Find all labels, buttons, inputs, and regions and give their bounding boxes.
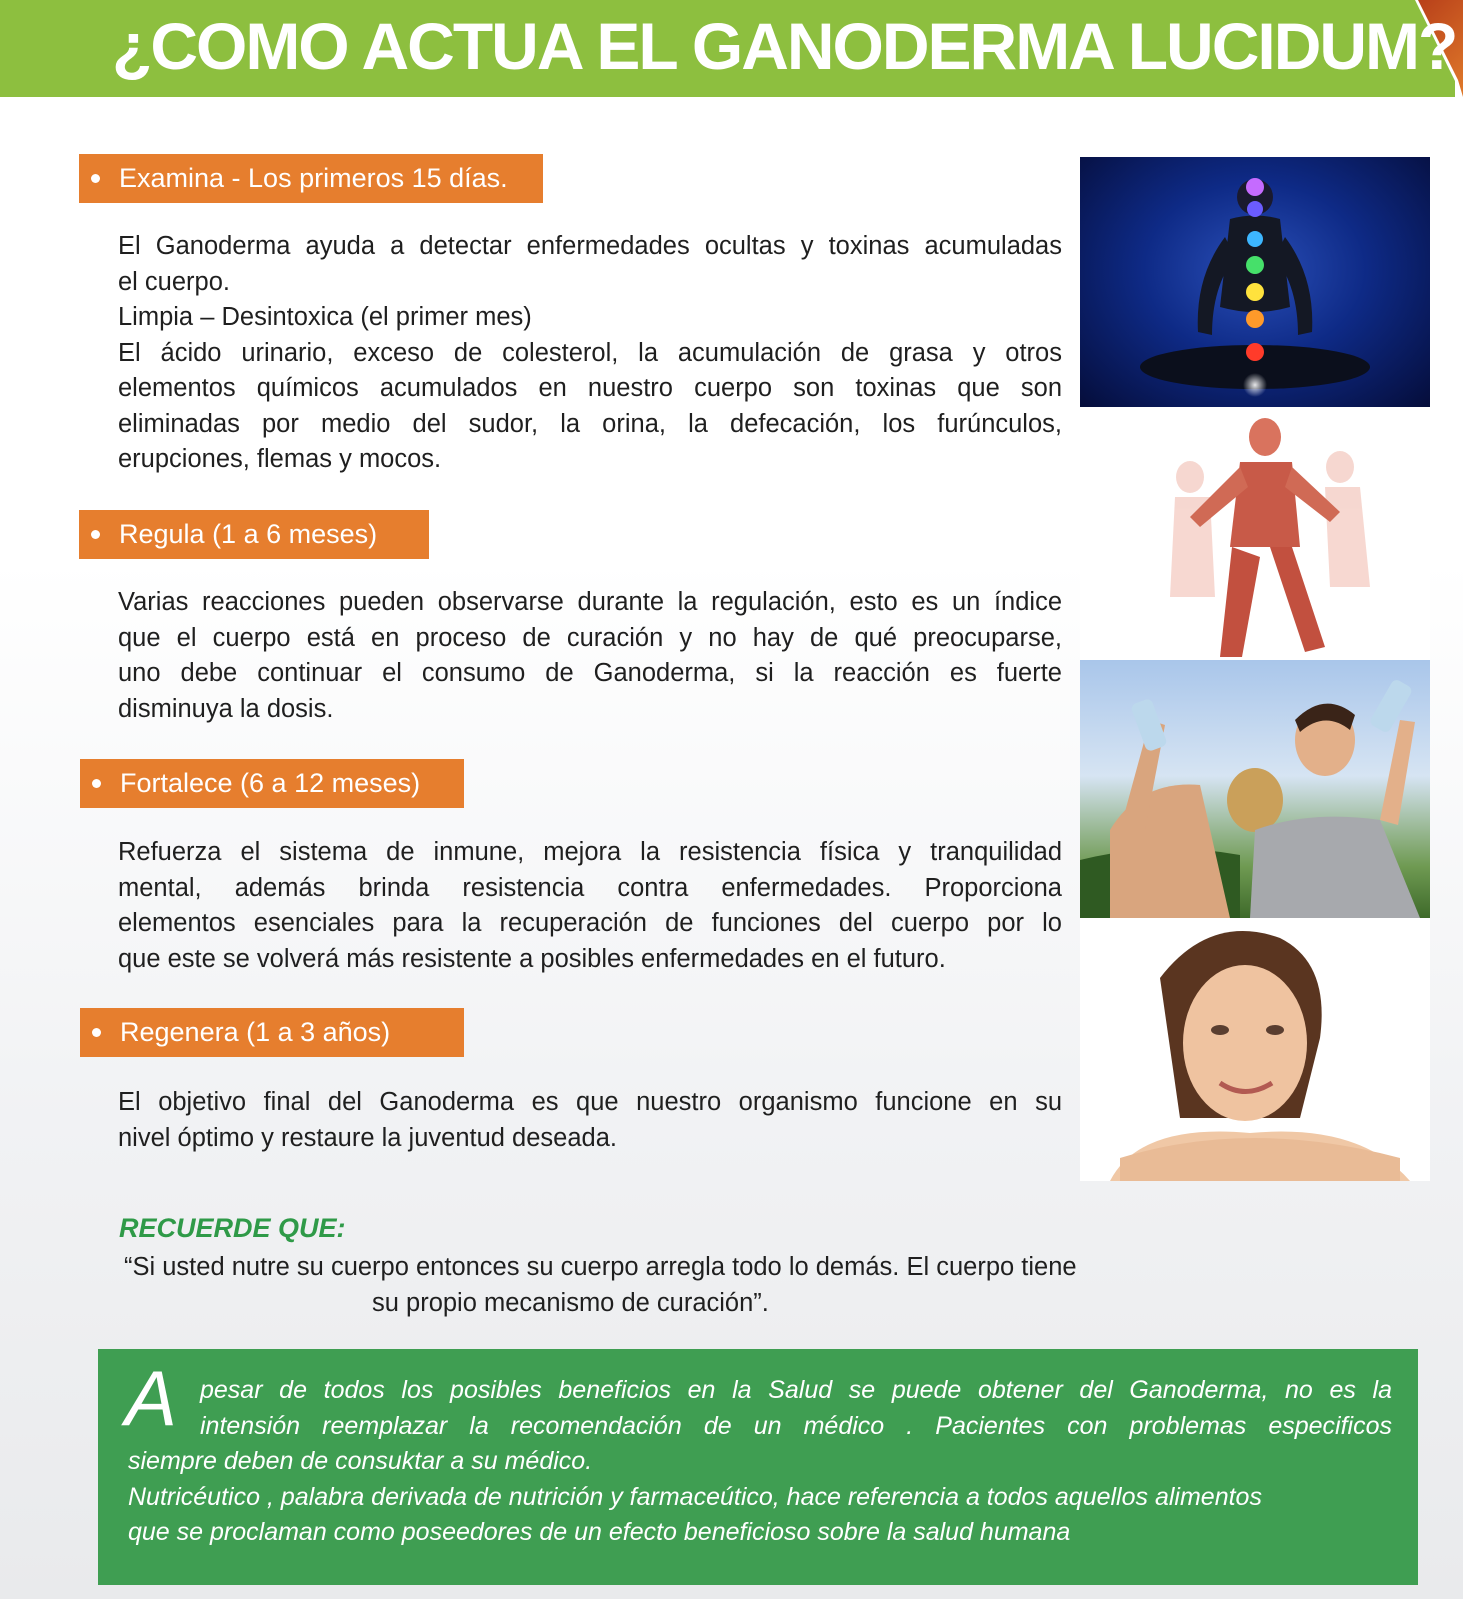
disclaimer-line: intensión reemplazar la recomendación de un médico . Pacientes con problemas especificos (200, 1411, 1392, 1440)
woman-portrait-illustration (1080, 918, 1430, 1181)
disclaimer-line: Nutricéutico , palabra derivada de nutrición y farmaceútico, hace referencia a todos aquellos alimentos (128, 1482, 1262, 1511)
bullet-icon (92, 1028, 101, 1037)
disclaimer-text (98, 1373, 1418, 1551)
paragraph-line: nivel óptimo y restaure la juventud deseada. (118, 1123, 617, 1152)
paragraph-line: elementos esenciales para la recuperación de funciones del cuerpo por lo (118, 909, 1062, 937)
muscle-anatomy-image (1080, 407, 1430, 660)
disclaimer-box (98, 1349, 1418, 1585)
paragraph-line: El objetivo final del Ganoderma es que nuestro organismo funcione en su (118, 1088, 1062, 1116)
disclaimer-line: siempre deben de consuktar a su médico. (128, 1447, 593, 1475)
bullet-icon (91, 530, 100, 539)
paragraph-line: Limpia – Desintoxica (el primer mes) (118, 303, 532, 331)
paragraph-line: elementos químicos acumulados en nuestro cuerpo son toxinas que son (118, 374, 1062, 402)
bullet-icon (91, 174, 100, 183)
paragraph-line: que el cuerpo está en proceso de curación y no hay de qué preocuparse, (118, 623, 1062, 652)
paragraph-line: Varias reacciones pueden observarse durante la regulación, esto es un índice (118, 588, 1062, 616)
meditation-figure-illustration (1080, 157, 1430, 407)
recuerde-quote (124, 1250, 1184, 1321)
section-paragraph-fortalece (118, 835, 1062, 977)
paragraph-line: el cuerpo. (118, 267, 230, 296)
disclaimer-line: pesar de todos los posibles beneficios en la Salud se puede obtener del Ganoderma, no es la (200, 1376, 1392, 1404)
section-label-text: Examina - Los primeros 15 días. (119, 163, 508, 193)
section-label-text: Regenera (1 a 3 años) (120, 1017, 391, 1047)
paragraph-line: que este se volverá más resistente a posibles enfermedades en el futuro. (118, 944, 946, 973)
couple-drinking-water-image (1080, 660, 1430, 918)
page-title: ¿COMO ACTUA EL GANODERMA LUCIDUM? (112, 9, 1457, 83)
smiling-woman-image (1080, 918, 1430, 1181)
section-paragraph-regenera (118, 1085, 1062, 1156)
paragraph-line: El ácido urinario, exceso de colesterol, la acumulación de grasa y otros (118, 338, 1062, 367)
quote-line: “Si usted nutre su cuerpo entonces su cuerpo arregla todo lo demás. El cuerpo tiene (124, 1253, 1077, 1281)
paragraph-line: erupciones, flemas y mocos. (118, 445, 442, 473)
recuerde-heading: RECUERDE QUE: (119, 1213, 346, 1243)
meditation-chakra-image (1080, 157, 1430, 407)
section-paragraph-examina (118, 229, 1062, 478)
paragraph-line: uno debe continuar el consumo de Ganoderma, si la reacción es fuerte (118, 659, 1062, 687)
header-banner (0, 0, 1463, 97)
paragraph-line: Refuerza el sistema de inmune, mejora la resistencia física y tranquilidad (118, 838, 1062, 866)
section-paragraph-regula (118, 585, 1062, 727)
paragraph-line: eliminadas por medio del sudor, la orina, la defecación, los furúnculos, (118, 409, 1062, 438)
paragraph-line: El Ganoderma ayuda a detectar enfermedades ocultas y toxinas acumuladas (118, 232, 1062, 260)
paragraph-line: mental, además brinda resistencia contra enfermedades. Proporciona (118, 873, 1062, 902)
section-label-fortalece (80, 759, 464, 808)
disclaimer-line: que se proclaman como poseedores de un efecto beneficioso sobre la salud humana (128, 1518, 1071, 1546)
quote-line: su propio mecanismo de curación”. (372, 1288, 769, 1317)
section-label-text: Fortalece (6 a 12 meses) (120, 768, 421, 798)
section-label-regula (79, 510, 429, 559)
bullet-icon (92, 779, 101, 788)
section-label-examina (79, 154, 543, 203)
disclaimer-dropcap: A (125, 1354, 178, 1442)
paragraph-line: disminuya la dosis. (118, 694, 334, 723)
section-label-text: Regula (1 a 6 meses) (119, 519, 378, 549)
running-muscle-figure-illustration (1080, 407, 1430, 660)
section-label-regenera (80, 1008, 464, 1057)
couple-illustration (1080, 660, 1430, 918)
